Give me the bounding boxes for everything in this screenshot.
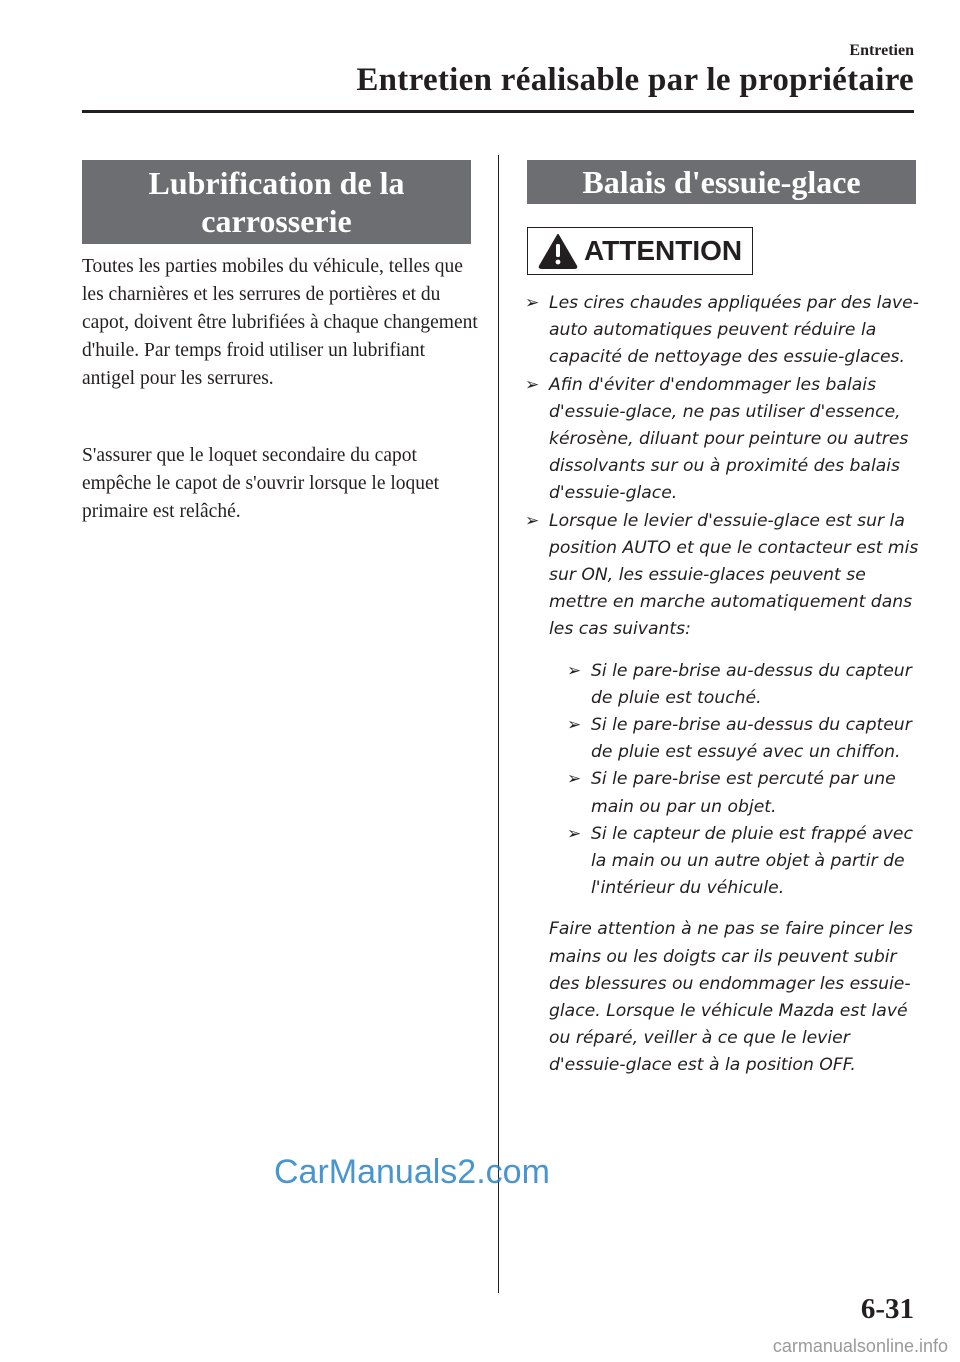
- sub-list-item: ➢ Si le pare-brise au-dessus du capteur de pluie est essuyé avec un chiffon.: [549, 712, 924, 766]
- running-chapter: Entretien: [849, 42, 914, 59]
- arrowhead-bullet-icon: ➢: [567, 660, 582, 681]
- footer-site-link[interactable]: carmanualsonline.info: [772, 1336, 948, 1356]
- attention-note: Faire attention à ne pas se faire pincer les mains ou les doigts car ils peuvent subir des blessures ou endommager les essuie-glace. Lorsque le véhicule Mazda est lavé ou réparé, veiller à ce que le levier d'essuie-glace est à la position OFF.: [549, 919, 913, 1076]
- page-number: 6-31: [860, 1293, 914, 1325]
- section-title-lubrification: Lubrification de la carrosserie: [82, 160, 471, 244]
- arrowhead-bullet-icon: ➢: [525, 374, 540, 395]
- header-rule: [82, 110, 914, 113]
- watermark: CarManuals2.com: [274, 1153, 550, 1191]
- list-item: ➢ Les cires chaudes appliquées par des lave-auto automatiques peuvent réduire la capacité de nettoyage des essuie-glaces.: [524, 290, 924, 372]
- sub-list: [549, 658, 924, 903]
- list-item: ➢ Afin d'éviter d'endommager les balais d'essuie-glace, ne pas utiliser d'essence, kérosène, diluant pour peinture ou autres dissolvants sur ou à proximité des balais d'essuie-glace.: [524, 372, 924, 508]
- arrowhead-bullet-icon: ➢: [567, 823, 582, 844]
- arrowhead-bullet-icon: ➢: [525, 293, 540, 313]
- warning-triangle-icon: [538, 233, 578, 269]
- attention-box: [527, 227, 753, 275]
- sub-list-item: ➢ Si le capteur de pluie est frappé avec la main ou un autre objet à partir de l'intérieur du véhicule.: [549, 821, 924, 903]
- section-title-balais: Balais d'essuie-glace: [527, 160, 916, 204]
- list-item: ➢ Lorsque le levier d'essuie-glace est sur la position AUTO et que le contacteur est mis sur ON, les essuie-glaces peuvent se mettre en marche automatiquement dans les cas suivants: ➢ Si le pare-brise au-dessus du capteur de pluie est touché. ➢ Si le pare-brise au-dessus du capteur de pluie est essuyé avec un chiffon. ➢ Si le pare-brise est percuté par une main ou par un objet. ➢ Si le capteur de pluie est frappé avec la main ou un autre objet à partir de l'intérieur du véhicule. Faire attention à ne pas se faire pincer les mains ou les doigts car ils peuvent subir des blessures ou endommager les essuie-glace. Lorsque le véhicule Mazda est lavé ou réparé, veiller à ce que le levier d'essuie-glace est à la position OFF.: [524, 508, 924, 1080]
- paragraph-loquet: S'assurer que le loquet secondaire du capot empêche le capot de s'ouvrir lorsque le loquet primaire est relâché.: [82, 445, 440, 522]
- sub-list-item: ➢ Si le pare-brise est percuté par une main ou par un objet.: [549, 766, 924, 820]
- column-divider: [498, 155, 499, 1293]
- arrowhead-bullet-icon: ➢: [567, 715, 582, 736]
- arrowhead-bullet-icon: ➢: [525, 510, 540, 531]
- paragraph-lubrification: Toutes les parties mobiles du véhicule, telles que les charnières et les serrures de portières et du capot, doivent être lubrifiées à chaque changement d'huile. Par temps froid utiliser un lubrifiant antigel pour les serrures.: [82, 256, 478, 389]
- attention-list: [524, 290, 924, 1080]
- attention-label: ATTENTION: [584, 235, 743, 266]
- sub-list-item: ➢ Si le pare-brise au-dessus du capteur de pluie est touché.: [549, 658, 924, 712]
- arrowhead-bullet-icon: ➢: [567, 769, 582, 790]
- running-section-title: Entretien réalisable par le propriétaire: [356, 62, 914, 98]
